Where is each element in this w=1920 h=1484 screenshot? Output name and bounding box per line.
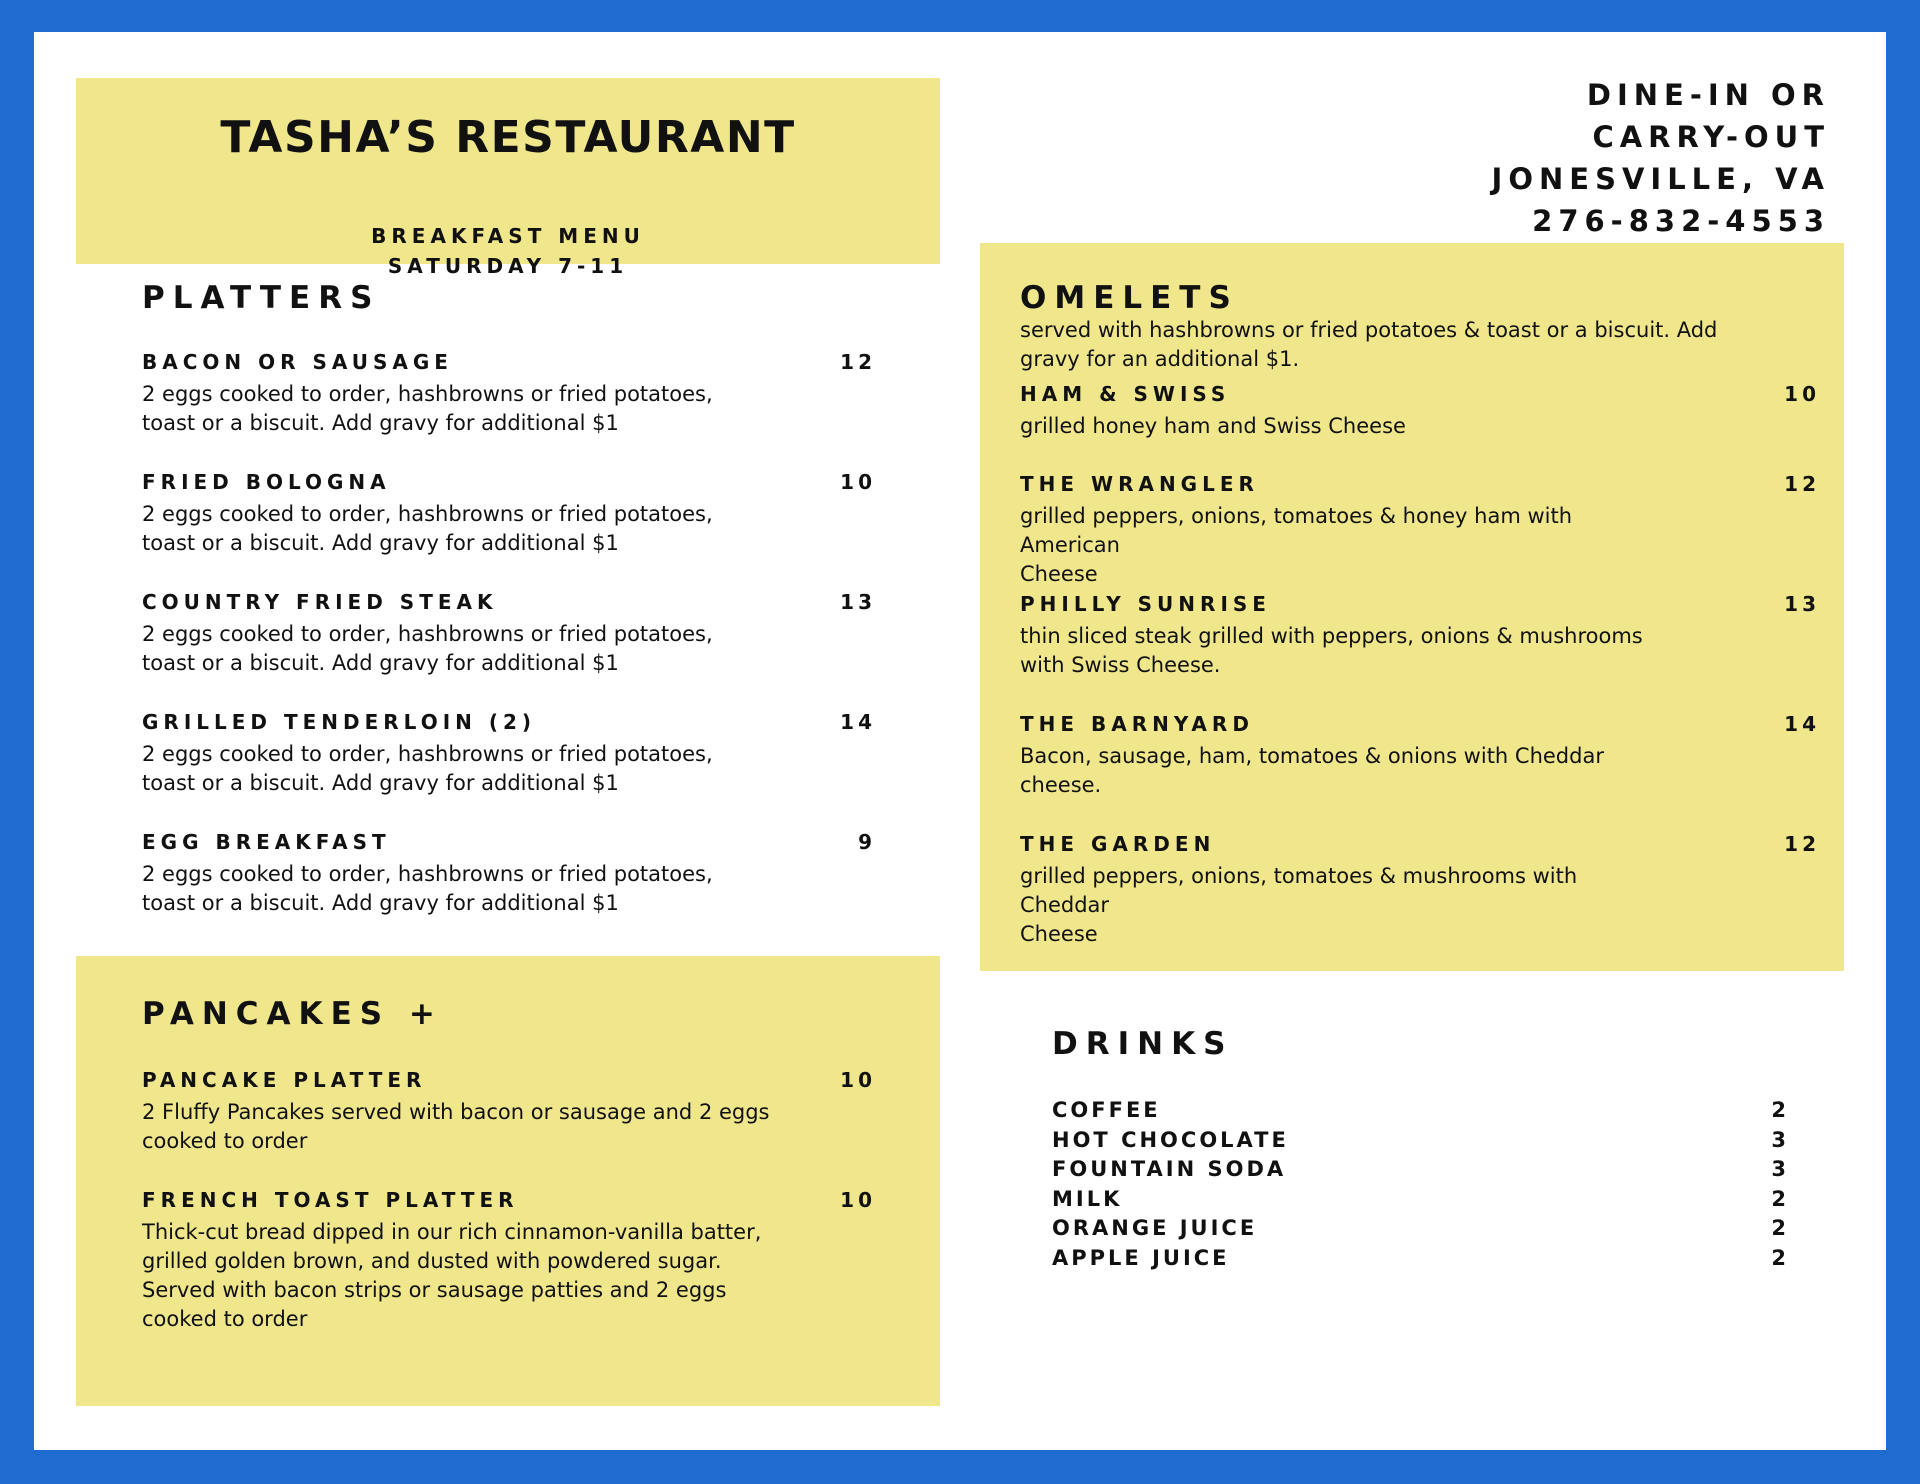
description-line: grilled peppers, onions, tomatoes & honey ham with American bbox=[1020, 504, 1573, 557]
menu-item-name: GRILLED TENDERLOIN (2) bbox=[142, 710, 537, 734]
drink-price: 2 bbox=[1771, 1216, 1786, 1240]
drink-price: 2 bbox=[1771, 1186, 1786, 1211]
omelets-title: OMELETS bbox=[1020, 280, 1239, 316]
omelets-intro-line: gravy for an additional $1. bbox=[1020, 347, 1300, 371]
description-line: with Swiss Cheese. bbox=[1020, 653, 1221, 677]
description-line: 2 eggs cooked to order, hashbrowns or fried potatoes, bbox=[142, 502, 713, 526]
description-line: Cheese bbox=[1020, 922, 1098, 946]
menu-item-description bbox=[1020, 622, 1670, 680]
menu-item-price: 13 bbox=[840, 590, 876, 614]
phone-number: 276-832-4553 bbox=[1532, 204, 1830, 238]
omelets-intro bbox=[1020, 316, 1820, 374]
menu-item-name: THE BARNYARD bbox=[1020, 712, 1254, 736]
description-line: cooked to order bbox=[142, 1307, 308, 1331]
menu-item-price: 14 bbox=[840, 710, 876, 734]
drink-name: COFFEE bbox=[1052, 1098, 1161, 1122]
restaurant-name: TASHA’S RESTAURANT bbox=[220, 112, 796, 163]
description-line: 2 eggs cooked to order, hashbrowns or fried potatoes, bbox=[142, 382, 713, 406]
drink-name: HOT CHOCOLATE bbox=[1052, 1127, 1289, 1152]
description-line: cooked to order bbox=[142, 1129, 308, 1153]
description-line: Thick-cut bread dipped in our rich cinnamon-vanilla batter, bbox=[142, 1220, 762, 1244]
menu-item-price: 10 bbox=[840, 1188, 876, 1212]
menu-item-price: 13 bbox=[1784, 592, 1820, 616]
menu-item-name: COUNTRY FRIED STEAK bbox=[142, 590, 498, 614]
menu-item-description bbox=[142, 740, 792, 798]
menu-item-description bbox=[142, 620, 792, 678]
description-line: grilled peppers, onions, tomatoes & mushrooms with Cheddar bbox=[1020, 864, 1578, 917]
drink-name: FOUNTAIN SODA bbox=[1052, 1157, 1287, 1181]
description-line: cheese. bbox=[1020, 773, 1102, 797]
description-line: 2 eggs cooked to order, hashbrowns or fried potatoes, bbox=[142, 862, 713, 886]
description-line: 2 eggs cooked to order, hashbrowns or fried potatoes, bbox=[142, 622, 713, 646]
service-line: CARRY-OUT bbox=[1592, 120, 1830, 154]
menu-item-price: 10 bbox=[840, 1068, 876, 1092]
menu-item-price: 12 bbox=[1784, 472, 1820, 496]
service-line: DINE-IN OR bbox=[1586, 78, 1830, 112]
menu-item-price: 14 bbox=[1784, 712, 1820, 736]
menu-item-name: PANCAKE PLATTER bbox=[142, 1068, 427, 1092]
drink-price: 3 bbox=[1771, 1127, 1786, 1152]
menu-item-name: FRIED BOLOGNA bbox=[142, 470, 391, 494]
description-line: toast or a biscuit. Add gravy for additional $1 bbox=[142, 651, 619, 675]
restaurant-info bbox=[1492, 74, 1830, 242]
drink-name: ORANGE JUICE bbox=[1052, 1216, 1258, 1240]
drink-name: APPLE JUICE bbox=[1052, 1245, 1230, 1270]
menu-item-description bbox=[142, 500, 792, 558]
menu-item-name: THE WRANGLER bbox=[1020, 472, 1259, 496]
description-line: thin sliced steak grilled with peppers, onions & mushrooms bbox=[1020, 624, 1643, 648]
location: JONESVILLE, VA bbox=[1491, 162, 1830, 196]
menu-item-name: EGG BREAKFAST bbox=[142, 830, 391, 854]
menu-item-price: 12 bbox=[1784, 832, 1820, 856]
description-line: 2 eggs cooked to order, hashbrowns or fried potatoes, bbox=[142, 742, 713, 766]
menu-item-price: 10 bbox=[840, 470, 876, 494]
drink-price: 2 bbox=[1771, 1245, 1786, 1270]
menu-item-name: BACON OR SAUSAGE bbox=[142, 350, 453, 374]
menu-page bbox=[34, 32, 1886, 1450]
drink-name: MILK bbox=[1052, 1186, 1123, 1211]
description-line: Bacon, sausage, ham, tomatoes & onions with Cheddar bbox=[1020, 744, 1604, 768]
menu-item-description bbox=[142, 1218, 792, 1334]
description-line: Cheese bbox=[1020, 562, 1098, 586]
menu-item-price: 9 bbox=[858, 830, 876, 854]
menu-item-description bbox=[1020, 862, 1670, 949]
omelets-intro-line: served with hashbrowns or fried potatoes & toast or a biscuit. Add bbox=[1020, 318, 1718, 342]
drinks-title: DRINKS bbox=[1052, 1026, 1234, 1062]
header-panel bbox=[76, 78, 940, 278]
description-line: grilled golden brown, and dusted with powdered sugar. bbox=[142, 1249, 722, 1273]
pancakes-title: PANCAKES + bbox=[142, 996, 443, 1032]
menu-item-description bbox=[142, 860, 792, 918]
menu-item-price: 12 bbox=[840, 350, 876, 374]
menu-item-description bbox=[142, 1098, 792, 1156]
menu-item-description bbox=[1020, 502, 1670, 589]
menu-item-description bbox=[1020, 412, 1670, 441]
description-line: 2 Fluffy Pancakes served with bacon or sausage and 2 eggs bbox=[142, 1100, 770, 1124]
menu-item-name: THE GARDEN bbox=[1020, 832, 1216, 856]
menu-item-price: 10 bbox=[1784, 382, 1820, 406]
menu-item-name: FRENCH TOAST PLATTER bbox=[142, 1188, 519, 1212]
menu-hours: SATURDAY 7-11 bbox=[387, 254, 629, 278]
menu-name: BREAKFAST MENU bbox=[371, 224, 645, 248]
description-line: toast or a biscuit. Add gravy for additional $1 bbox=[142, 531, 619, 555]
description-line: grilled honey ham and Swiss Cheese bbox=[1020, 414, 1406, 438]
menu-item-description bbox=[142, 380, 792, 438]
description-line: toast or a biscuit. Add gravy for additional $1 bbox=[142, 891, 619, 915]
platters-title: PLATTERS bbox=[142, 280, 381, 316]
menu-item-name: PHILLY SUNRISE bbox=[1020, 592, 1271, 616]
drink-price: 2 bbox=[1771, 1098, 1786, 1122]
menu-item-description bbox=[1020, 742, 1670, 800]
drink-price: 3 bbox=[1771, 1157, 1786, 1181]
description-line: Served with bacon strips or sausage patties and 2 eggs bbox=[142, 1278, 727, 1302]
description-line: toast or a biscuit. Add gravy for additional $1 bbox=[142, 771, 619, 795]
description-line: toast or a biscuit. Add gravy for additional $1 bbox=[142, 411, 619, 435]
menu-item-name: HAM & SWISS bbox=[1020, 382, 1231, 406]
